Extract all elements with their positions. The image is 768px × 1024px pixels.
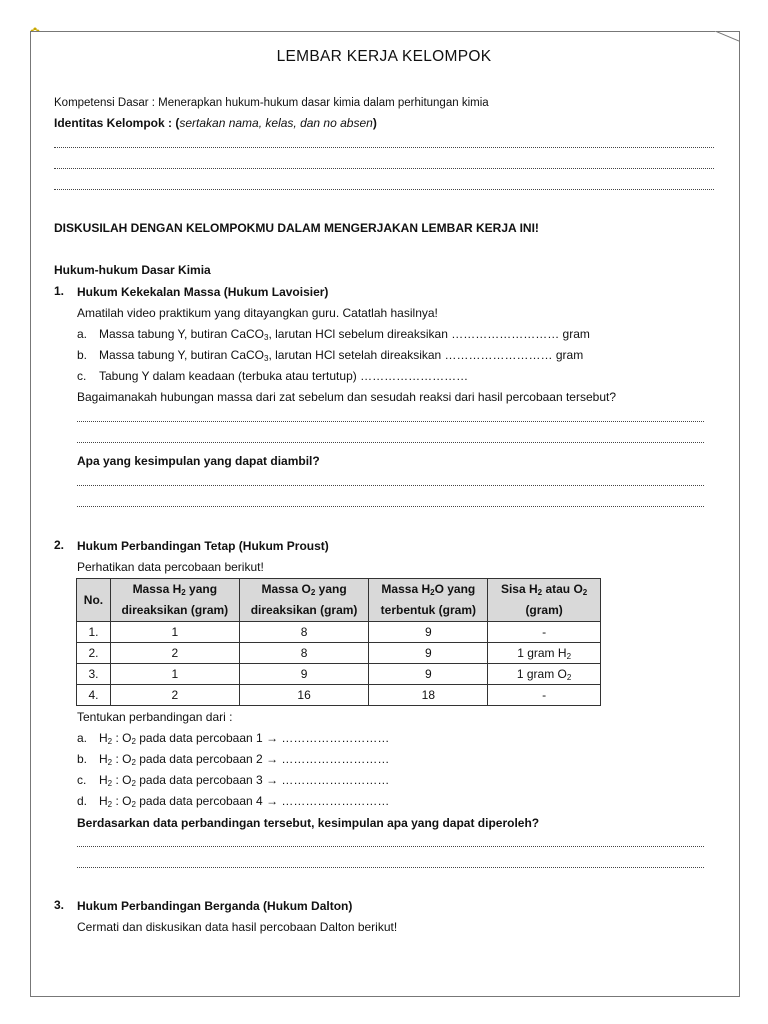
cell-mass-h2: 1	[110, 664, 239, 685]
section-1-item-b	[77, 347, 584, 363]
section-1-answer-line-2[interactable]	[77, 442, 704, 443]
section-1-item-a	[77, 326, 590, 342]
section-1-answer-line-1[interactable]	[77, 421, 704, 422]
cell-mass-h2o: 9	[369, 622, 488, 643]
header-mass-h2o: Massa $H_2O$ yang terbentuk (gram)	[369, 579, 488, 622]
cell-remainder: 1 gram $O_2$	[488, 664, 601, 685]
header-mass-h2: Massa $H_2$ yang direaksikan (gram)	[110, 579, 239, 622]
identitas-kelompok	[54, 115, 377, 131]
section-3-intro: Cermati dan diskusikan data hasil percobaan Dalton berikut!	[77, 920, 398, 934]
cell-mass-o2: 16	[239, 685, 369, 706]
section-3-heading: Hukum Perbandingan Berganda (Hukum Dalton)	[77, 899, 353, 913]
ratio-item-b: b. $H_2$ : $O_2$ pada data percobaan 2 → ………………………	[77, 752, 390, 767]
page-corner-fold	[715, 31, 739, 45]
section-1-conclusion-line-2[interactable]	[77, 506, 704, 507]
section-1-heading: Hukum Kekekalan Massa (Hukum Lavoisier)	[77, 285, 329, 299]
item-text: Massa tabung Y, butiran CaCO$_3$, larutan HCl sebelum direaksikan ……………………… gram	[99, 327, 590, 342]
cell-mass-h2: 2	[110, 685, 239, 706]
cell-mass-o2: 8	[239, 643, 369, 664]
cell-mass-h2: 2	[110, 643, 239, 664]
table-row	[77, 622, 601, 643]
identitas-label: Identitas Kelompok : (	[54, 116, 180, 130]
identitas-answer-line-1[interactable]	[54, 147, 714, 148]
header-remainder: Sisa $H_2$ atau $O_2$ (gram)	[488, 579, 601, 622]
ratio-answer-blank[interactable]: ………………………	[281, 752, 390, 766]
table-row	[77, 685, 601, 706]
item-text: Massa tabung Y, butiran CaCO$_3$, larutan HCl setelah direaksikan ……………………… gram	[99, 348, 584, 363]
section-3-number: 3.	[54, 898, 65, 912]
identitas-answer-line-3[interactable]	[54, 189, 714, 190]
cell-mass-h2o: 9	[369, 643, 488, 664]
item-letter: b.	[77, 348, 88, 362]
cell-mass-h2o: 9	[369, 664, 488, 685]
header-no: No.	[77, 579, 111, 622]
section-2-conclusion-line-1[interactable]	[77, 846, 704, 847]
identitas-close: )	[372, 116, 377, 130]
table-header-row	[77, 579, 601, 622]
cell-no: 3.	[77, 664, 111, 685]
page-title: LEMBAR KERJA KELOMPOK	[276, 48, 492, 65]
cell-no: 1.	[77, 622, 111, 643]
ratio-answer-blank[interactable]: ………………………	[281, 794, 390, 808]
ratio-answer-blank[interactable]: ………………………	[281, 773, 390, 787]
section-2-conclusion-question: Berdasarkan data perbandingan tersebut, kesimpulan apa yang dapat diperoleh?	[77, 816, 540, 830]
cell-mass-o2: 8	[239, 622, 369, 643]
section-1-intro: Amatilah video praktikum yang ditayangkan guru. Catatlah hasilnya!	[77, 306, 438, 320]
instruction-heading: DISKUSILAH DENGAN KELOMPOKMU DALAM MENGERJAKAN LEMBAR KERJA INI!	[54, 221, 539, 235]
ratio-item-a: a. $H_2$ : $O_2$ pada data percobaan 1 → ………………………	[77, 731, 390, 746]
section-1-question: Bagaimanakah hubungan massa dari zat sebelum dan sesudah reaksi dari hasil percobaan tersebut?	[77, 390, 617, 404]
section-2-heading: Hukum Perbandingan Tetap (Hukum Proust)	[77, 539, 329, 553]
header-mass-o2: Massa $O_2$ yang direaksikan (gram)	[239, 579, 369, 622]
arrow-right-icon: →	[266, 752, 279, 766]
section-1-conclusion-line-1[interactable]	[77, 485, 704, 486]
item-text: Tabung Y dalam keadaan (terbuka atau tertutup) ………………………	[99, 369, 469, 383]
section-1-item-c	[77, 368, 469, 384]
cell-mass-h2o: 18	[369, 685, 488, 706]
arrow-right-icon: →	[266, 731, 279, 745]
section-heading: Hukum-hukum Dasar Kimia	[54, 263, 211, 277]
table-row	[77, 643, 601, 664]
cell-mass-o2: 9	[239, 664, 369, 685]
cell-mass-h2: 1	[110, 622, 239, 643]
cell-remainder: 1 gram $H_2$	[488, 643, 601, 664]
section-2-tentukan: Tentukan perbandingan dari :	[77, 710, 233, 724]
identitas-hint: sertakan nama, kelas, dan no absen	[179, 116, 373, 130]
kompetensi-dasar: Kompetensi Dasar : Menerapkan hukum-hukum dasar kimia dalam perhitungan kimia	[54, 97, 489, 109]
cell-remainder: -	[488, 685, 601, 706]
ratio-answer-blank[interactable]: ………………………	[281, 731, 390, 745]
section-2-intro: Perhatikan data percobaan berikut!	[77, 560, 264, 574]
cell-no: 4.	[77, 685, 111, 706]
cell-remainder: -	[488, 622, 601, 643]
section-2-conclusion-line-2[interactable]	[77, 867, 704, 868]
proust-data-table	[76, 578, 601, 706]
ratio-item-d: d. $H_2$ : $O_2$ pada data percobaan 4 → ………………………	[77, 794, 390, 809]
item-letter: c.	[77, 369, 87, 383]
arrow-right-icon: →	[266, 794, 279, 808]
section-1-number: 1.	[54, 284, 65, 298]
identitas-answer-line-2[interactable]	[54, 168, 714, 169]
cell-no: 2.	[77, 643, 111, 664]
table-row	[77, 664, 601, 685]
ratio-item-c: c. $H_2$ : $O_2$ pada data percobaan 3 → ………………………	[77, 773, 390, 788]
section-2-number: 2.	[54, 538, 65, 552]
item-letter: a.	[77, 327, 88, 341]
section-1-conclusion-question: Apa yang kesimpulan yang dapat diambil?	[77, 454, 320, 468]
arrow-right-icon: →	[266, 773, 279, 787]
worksheet-page	[30, 31, 740, 997]
